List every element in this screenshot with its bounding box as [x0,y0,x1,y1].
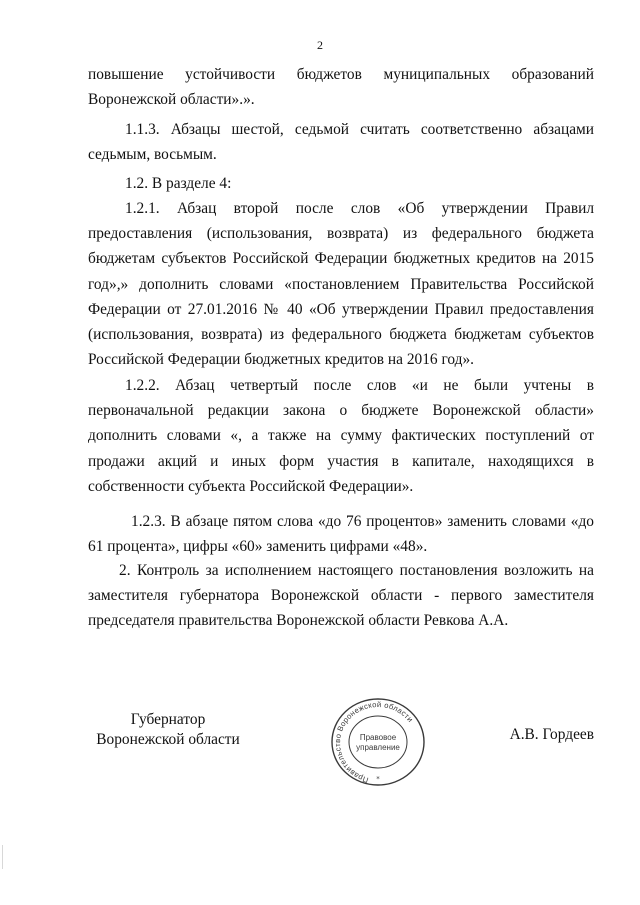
seal-inner-line2: управление [356,743,400,752]
page-number: 2 [317,38,323,52]
paragraph-continuation: повышение устойчивости бюджетов муниципальных образований Воронежской области».». [88,66,594,109]
signatory-title [88,710,248,750]
signatory-name: А.В. Гордеев [509,726,594,743]
scan-margin-mark [2,845,3,869]
signatory-title-line2: Воронежской области [96,731,240,748]
seal-star-icon: * [376,775,380,783]
paragraph-1-2: 1.2. В разделе 4: [125,175,232,192]
paragraph-1-2-3: 1.2.3. В абзаце пятом слова «до 76 процентов» заменить словами «до 61 процента», цифры «60» заменить цифрами «48». [88,513,594,556]
paragraph-1-2-1: 1.2.1. Абзац второй после слов «Об утверждении Правил предоставления (использования, возврата) из федерального бюджета бюджетам субъектов Российской Федерации бюджетных кредитов на 2015 год»,» дополнить словами «постановлением Правительства Российской Федерации от 27.01.2016 № 40 «Об утверждении Правил предоставления (использования, возврата) из федерального бюджета бюджетам субъектов Российской Федерации бюджетных кредитов на 2016 год». [88,200,594,369]
seal-inner-line1: Правовое [359,733,397,742]
seal-outer-text: Правительство Воронежской области [332,699,416,785]
paragraph-1-2-2: 1.2.2. Абзац четвертый после слов «и не были учтены в первоначальной редакции закона о бюджете Воронежской области» дополнить словами «, а также на сумму фактических поступлений от продажи акций и иных форм участия в капитале, находящихся в собственности субъекта Российской Федерации». [88,377,594,495]
svg-text:Правительство Воронежской обла [333,700,415,785]
signatory-title-line1: Губернатор [130,711,206,728]
paragraph-2-control: 2. Контроль за исполнением настоящего постановления возложить на заместителя губернатора Воронежской области - первого заместителя председателя правительства Воронежской области Ревкова А.А. [88,562,594,630]
paragraph-1-1-3: 1.1.3. Абзацы шестой, седьмой считать соответственно абзацами седьмым, восьмым. [88,121,594,164]
official-seal-stamp [328,695,428,789]
